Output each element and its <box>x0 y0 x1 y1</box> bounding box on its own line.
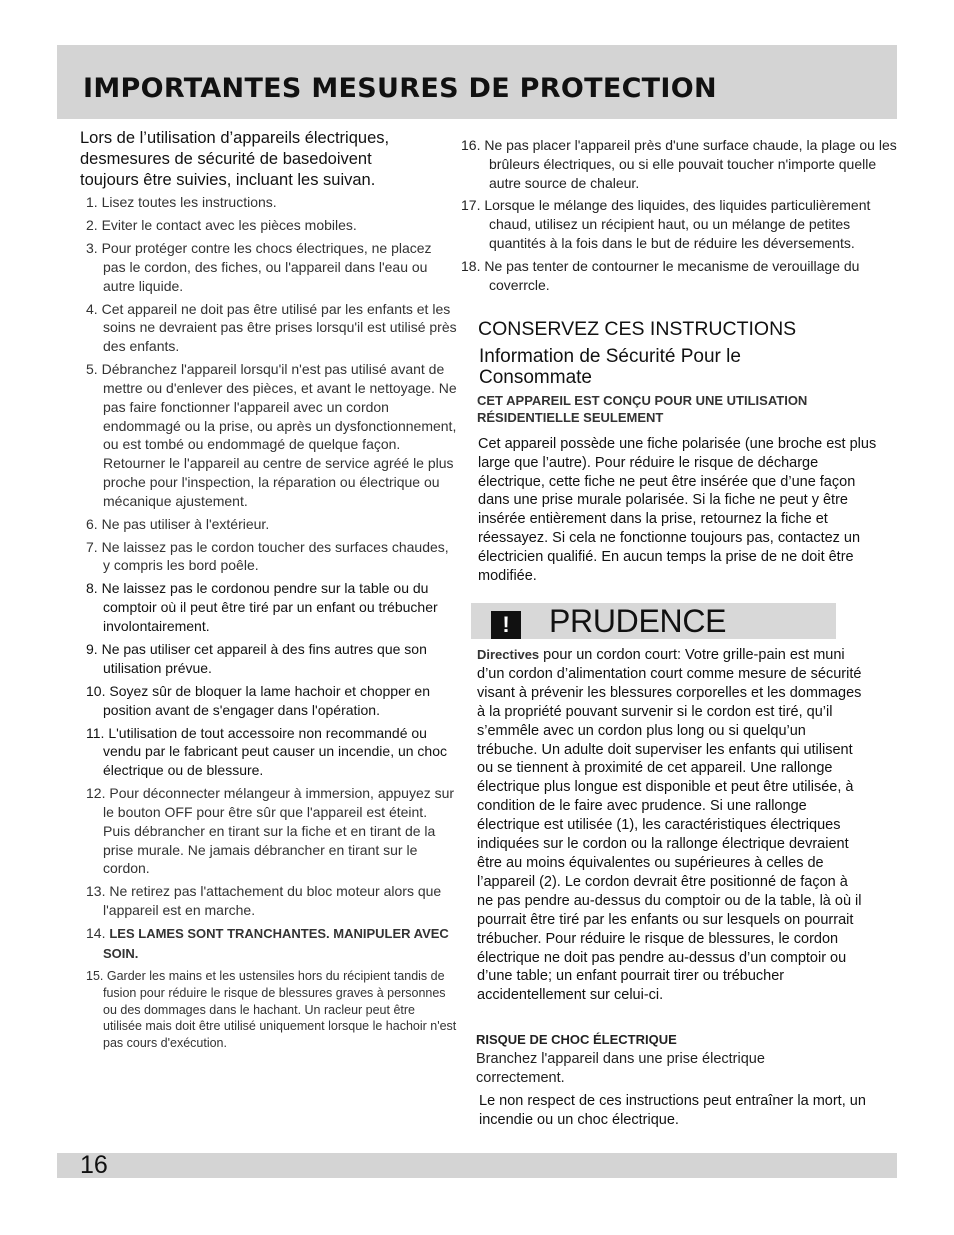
item-number: 2. <box>86 216 98 233</box>
item-text: Ne retirez pas l'attachement du bloc moteur alors que l'appareil est en marche. <box>103 883 442 919</box>
footer-bar <box>57 1153 897 1178</box>
item-number: 6. <box>86 515 98 532</box>
directives-lead: Directives <box>477 647 540 662</box>
list-item <box>75 882 457 920</box>
item-number: 12. <box>86 785 106 802</box>
list-item <box>75 724 457 780</box>
page-number: 16 <box>80 1151 108 1179</box>
item-number: 8. <box>86 580 98 597</box>
list-item <box>75 579 457 635</box>
list-item <box>75 360 457 510</box>
item-text: Ne pas utiliser cet appareil à des fins autres que son utilisation prévue. <box>101 641 427 676</box>
list-item <box>75 784 457 878</box>
safety-list-right <box>458 136 900 294</box>
item-text: Ne pas placer l'appareil près d'une surface chaude, la plage ou les brûleurs électriques, ou si elle pouvait toucher n'importe quelle autre source de chaleur. <box>484 137 897 191</box>
item-text: Ne laissez pas le cordon toucher des surfaces chaudes, y compris les bord poêle. <box>101 538 449 574</box>
item-number: 16. <box>461 137 481 153</box>
short-cord-directives <box>477 646 867 1005</box>
item-text: L'utilisation de tout accessoire non recommandé ou vendu par le fabricant peut causer un incendie, un choc électrique ou de blessure. <box>103 724 448 779</box>
item-text: Ne laissez pas le cordonou pendre sur la table ou du comptoir où il peut être tiré par un enfant ou trébucher involontairement. <box>101 580 438 635</box>
list-item <box>458 196 900 252</box>
item-number: 18. <box>461 257 481 274</box>
prudence-banner <box>471 603 836 639</box>
list-item <box>75 924 457 964</box>
list-item <box>75 538 457 576</box>
item-text: Soyez sûr de bloquer la lame hachoir et chopper en position avant de s'engager dans l'opération. <box>103 682 430 718</box>
item-text: Pour protéger contre les chocs électriques, ne placez pas le cordon, des fiches, ou l'appareil dans l'eau ou autre liquide. <box>101 239 432 294</box>
item-number: 3. <box>86 239 98 256</box>
item-text: Cet appareil ne doit pas être utilisé par les enfants et les soins ne devraient pas être prises lorsqu'il est utilisé près des enfants. <box>101 300 457 355</box>
list-item <box>75 216 457 235</box>
list-item <box>75 968 457 1052</box>
right-column <box>458 136 900 298</box>
directives-text: pour un cordon court: Votre grille-pain est muni d’un cordon d’alimentation court comme mesure de sécurité visant à prévenir les blessures corporelles et les dommages à la propriété pouvant survenir si le cordon est tiré, qu’il s’emmêle avec un cordon plus long ou si quelqu’un trébuche. Un adulte doit superviser les enfants qui utilisent ou se tiennent à proximité de cet appareil. Une rallonge électrique plus longue est disponible et peut être utilisée, à condition de le faire avec prudence. Si une rallonge électrique est utilisée (1), les caractéristiques électriques indiquées sur le cordon ou la rallonge électrique devraient être au moins équivalentes ou supérieures à celles de l’appareil (2). Le cordon devrait être positionné de façon à ne pas pendre au-dessus du comptoir ou de la table, là où il pourrait être tiré par les enfants ou sur lesquels on pourrait trébucher. Pour réduire le risque de blessures, le cordon électrique ne doit pas pendre au-dessus d’un comptoir ou d’une table; un enfant pourrait tirer ou trébucher accidentellement sur celui-ci. <box>477 647 862 1004</box>
item-number: 14. <box>86 925 106 942</box>
list-item <box>75 640 457 678</box>
list-item <box>75 239 457 295</box>
item-text: Eviter le contact avec les pièces mobiles. <box>101 216 357 233</box>
prudence-label: PRUDENCE <box>549 603 727 639</box>
item-text: Ne pas tenter de contourner le mecanisme de verouillage du coverrcle. <box>484 257 860 293</box>
item-number: 10. <box>86 682 106 699</box>
item-number: 9. <box>86 641 98 658</box>
item-text: Pour déconnecter mélangeur à immersion, appuyez sur le bouton OFF pour être sûr que l'appareil est éteint. Puis débrancher en tirant sur la fiche et en tirant de la prise murale. Ne jamais débrancher en tirant sur le cordon. <box>103 785 455 877</box>
item-text: Débranchez l'appareil lorsqu'il n'est pas utilisé avant de mettre ou d'enlever des pièces, et avant le nettoyage. Ne pas faire fonctionner l'appareil avec un cordon endommagé ou la prise, ou après un dysfonctionnement, ou est tombé ou endommagé de quelque façon. Retourner le l'appareil au centre de service agréé le plus proche pour l'inspection, la réparation ou électrique ou mécanique ajustement. <box>101 361 457 509</box>
list-item <box>75 682 457 720</box>
item-number: 7. <box>86 538 98 555</box>
item-number: 17. <box>461 197 481 214</box>
list-item <box>75 300 457 356</box>
page-title: IMPORTANTES MESURES DE PROTECTION <box>83 73 717 104</box>
list-item <box>75 193 457 212</box>
list-item <box>458 136 900 192</box>
shock-risk-text: Branchez l'appareil dans une prise électrique correctement. <box>476 1051 765 1086</box>
item-text: Ne pas utiliser à l'extérieur. <box>101 515 270 532</box>
item-number: 5. <box>86 361 98 378</box>
item-text: LES LAMES SONT TRANCHANTES. MANIPULER AVEC SOIN. <box>103 926 449 961</box>
item-text: Lisez toutes les instructions. <box>101 194 277 210</box>
non-compliance-warning: Le non respect de ces instructions peut entraîner la mort, un incendie ou un choc électrique. <box>479 1093 866 1128</box>
list-item <box>458 257 900 295</box>
shock-risk-heading: RISQUE DE CHOC ÉLECTRIQUE <box>476 1032 677 1047</box>
left-column <box>75 128 457 1056</box>
item-text: Lorsque le mélange des liquides, des liquides particulièrement chaud, utilisez un récipient haut, ou un mélange de petites quantités à la fois dans le but de réduire les déversements. <box>484 197 871 251</box>
safety-list-left <box>75 193 457 1052</box>
item-text: Garder les mains et les ustensiles hors du récipient tandis de fusion pour réduire le risque de blessures graves à personnes ou des dommages dans le hachant. Un racleur peut être utilisée mais doit être utilisé uniquement lorsque le hachoir n'est pas cours d'exécution. <box>103 968 457 1051</box>
intro-paragraph: Lors de l’utilisation d’appareils électriques, desmesures de sécurité de basedoivent toujours être suivies, incluant les suivan. <box>80 129 390 189</box>
list-item <box>75 515 457 534</box>
item-number: 1. <box>86 194 98 210</box>
conserve-heading: CONSERVEZ CES INSTRUCTIONS <box>478 318 797 340</box>
item-number: 13. <box>86 883 106 900</box>
residential-note: CET APPAREIL EST CONÇU POUR UNE UTILISATION RÉSIDENTIELLE SEULEMENT <box>477 393 808 425</box>
item-number: 11. <box>86 724 105 741</box>
exclamation-icon: ! <box>491 611 521 639</box>
info-heading: Information de Sécurité Pour le Consommate <box>479 346 741 388</box>
polarized-plug-paragraph: Cet appareil possède une fiche polarisée (une broche est plus large que l’autre). Pour réduire le risque de décharge électrique, cette fiche ne peut être insérée que d’une façon dans une prise murale polarisée. Si la fiche ne peut y être insérée entièrement dans la prise, retournez la fiche et réessayez. Si cela ne fonctionne toujours pas, contactez un électricien qualifié. En aucun temps la prise de ne doit être modifiée. <box>478 436 877 584</box>
header-bar <box>57 45 897 119</box>
item-number: 15. <box>86 968 104 983</box>
item-number: 4. <box>86 300 98 317</box>
